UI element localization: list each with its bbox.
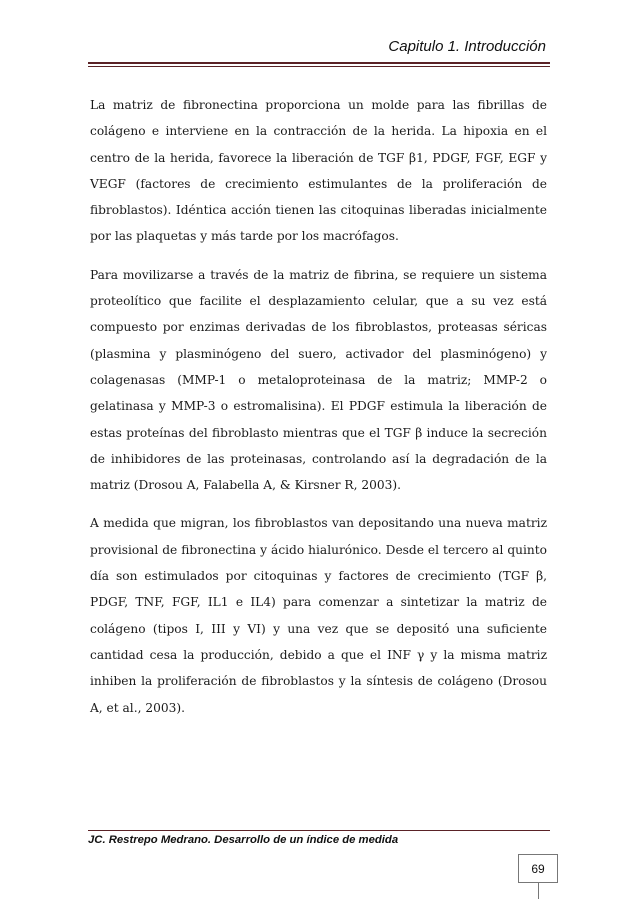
header-rule-thin (88, 66, 550, 67)
running-header: Capitulo 1. Introducción (388, 38, 546, 55)
page-number: 69 (518, 854, 558, 883)
header-rule-thick (88, 62, 550, 64)
body-text (90, 92, 547, 733)
footer-author-title: JC. Restrepo Medrano. Desarrollo de un índice de medida (88, 834, 399, 846)
page-number-tick (538, 883, 539, 899)
paragraph-3: A medida que migran, los fibroblastos van depositando una nueva matriz provisional de fibronectina y ácido hialurónico. Desde el tercero al quinto día son estimulados por citoquinas y factores de crecimiento (TGF β, PDGF, TNF, FGF, IL1 e IL4) para comenzar a sintetizar la matriz de colágeno (tipos I, III y VI) y una vez que se depositó una suficiente cantidad cesa la producción, debido a que el INF γ y la misma matriz inhiben la proliferación de fibroblastos y la síntesis de colágeno (Drosou A, et al., 2003). (90, 516, 547, 715)
paragraph-1: La matriz de fibronectina proporciona un molde para las fibrillas de colágeno e interviene en la contracción de la herida. La hipoxia en el centro de la herida, favorece la liberación de TGF β1, PDGF, FGF, EGF y VEGF (factores de crecimiento estimulantes de la proliferación de fibroblastos). Idéntica acción tienen las citoquinas liberadas inicialmente por las plaquetas y más tarde por los macrófagos. (90, 98, 547, 244)
footer-rule (88, 830, 550, 831)
paragraph-2: Para movilizarse a través de la matriz de fibrina, se requiere un sistema proteolítico que facilite el desplazamiento celular, que a su vez está compuesto por enzimas derivadas de los fibroblastos, proteasas séricas (plasmina y plasminógeno del suero, activador del plasminógeno) y colagenasas (MMP-1 o metaloproteinasa de la matriz; MMP-2 o gelatinasa y MMP-3 o estromalisina). El PDGF estimula la liberación de estas proteínas del fibroblasto mientras que el TGF β induce la secreción de inhibidores de las proteinasas, controlando así la degradación de la matriz (Drosou A, Falabella A, & Kirsner R, 2003). (90, 267, 547, 493)
